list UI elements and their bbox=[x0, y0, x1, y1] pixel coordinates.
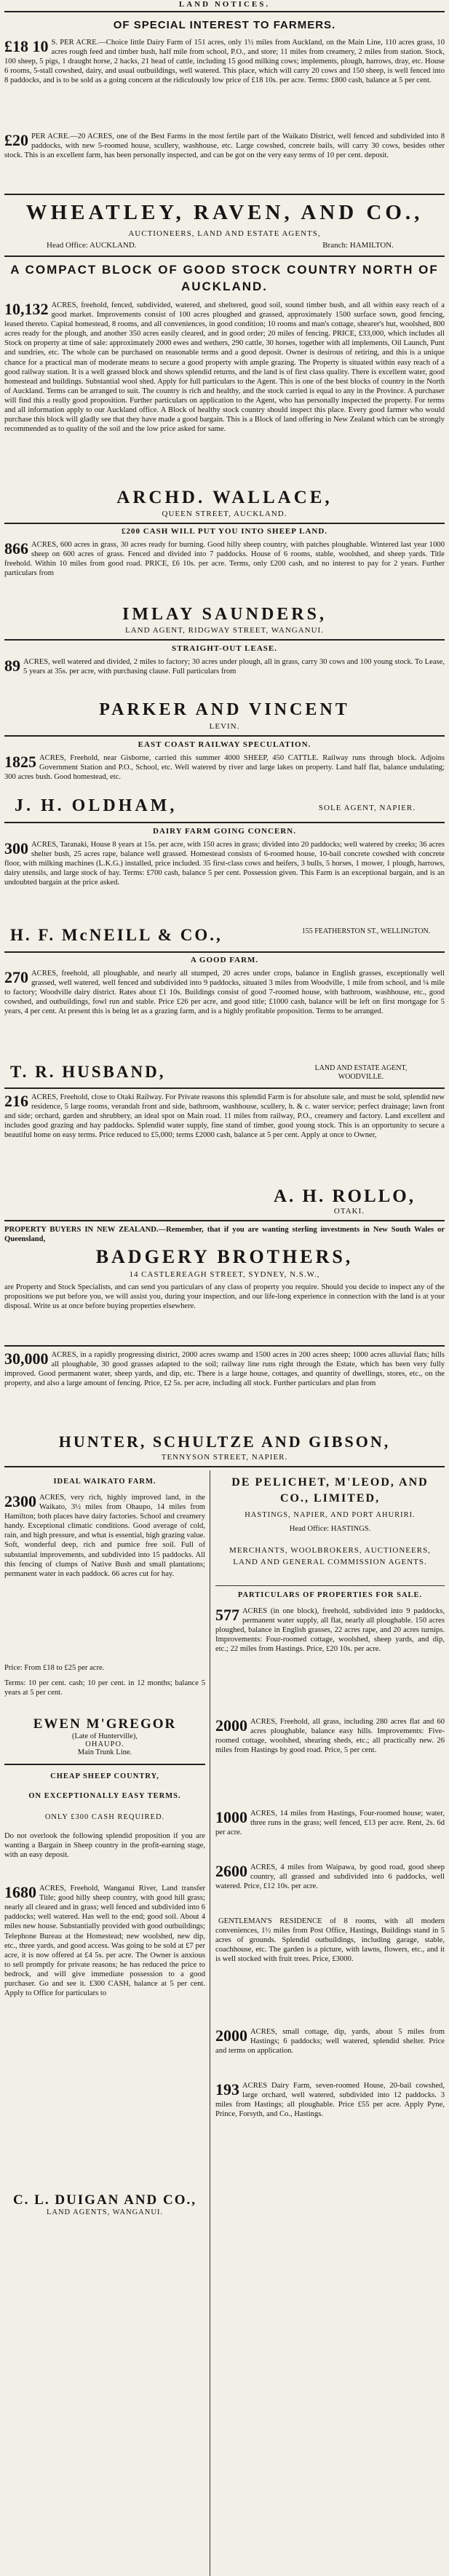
ad10-lead: PROPERTY BUYERS IN NEW ZEALAND.—Remember, that if you are wanting sterling investments in New South Wales or Queensland, bbox=[4, 1226, 445, 1244]
ad13-sub2: ONLY £300 CASH REQUIRED. bbox=[44, 1813, 165, 1822]
ad7-body: 300 ACRES, Taranaki, House 8 years at 15s. per acre, with 150 acres in grass; divided into 20 paddocks; well watered by creeks; 36 acres shelter bush, 25 acres rape, balance well grassed. Homestead consists of 6-roomed house, 10-bail concrete cowshed with concrete floor, with milking machines (L.K.G.) installed, price included. 35 first-class cows and heifers, 3 bulls, 5 horses, 1 mower, 1 plough, harrows, dairy utensils, and large stock of hay. Terms: £700 cash, balance 5 per cent. Possession given. This Farm is an exceptional bargain, and is an undoubted bargain at the price asked. bbox=[4, 840, 445, 887]
ad12-agent-sub: (Late of Hunterville), bbox=[71, 1732, 138, 1741]
ad13-lead: 1680 bbox=[4, 1884, 36, 1902]
ad6-agent: J. H. OLDHAM, bbox=[15, 796, 178, 815]
right-item-6-lead: 2000 bbox=[215, 2027, 247, 2045]
ad8-lead: 270 bbox=[4, 969, 28, 986]
ad4-agent: IMLAY SAUNDERS, bbox=[122, 605, 327, 624]
right-column bbox=[215, 1475, 445, 2576]
ad8-agent: T. R. HUSBAND, bbox=[10, 1063, 166, 1081]
ad7-address: 155 FEATHERSTON ST., WELLINGTON. bbox=[301, 927, 431, 935]
ad2-sub: AUCTIONEERS, LAND AND ESTATE AGENTS, bbox=[128, 229, 321, 238]
ad10-address: 14 CASTLEREAGH STREET, SYDNEY, N.S.W., bbox=[129, 1270, 320, 1279]
ad3-address: QUEEN STREET, AUCKLAND. bbox=[162, 510, 287, 518]
ad13-agent: C. L. DUIGAN AND CO., bbox=[12, 2192, 197, 2208]
ad13-sub: ON EXCEPTIONALLY EASY TERMS. bbox=[28, 1792, 181, 1801]
right-item-7: 193 ACRES Dairy Farm, seven-roomed House, 20-bail cowshed, large orchard, well watered, subdivided into 12 paddocks. 3 miles from Hastings; all ploughable. Price £55 per acre. Apply Pyne, Prince, Forsyth, and Co., Hastings. bbox=[215, 2081, 445, 2119]
ad4-body: 866 ACRES, 600 acres in grass, 30 acres ready for burning. Good hilly sheep country, with patches ploughable. Wintered last year 1000 sheep on 600 acres of grass. Fenced and divided into 7 paddocks. House of 6 rooms, stable, woolshed, and sheep yards. Title freehold. Within 10 miles from good road. PRICE, £6 10s. per acre. Terms, only £200 cash, and no interest to pay for 2 years. Further particulars from bbox=[4, 540, 445, 578]
ad6-address: SOLE AGENT, NAPIER. bbox=[318, 804, 416, 812]
right-merchants: MERCHANTS, WOOLBROKERS, AUCTIONEERS, LAND AND GENERAL COMMISSION AGENTS. bbox=[229, 1546, 431, 1566]
ad5-agent: PARKER AND VINCENT bbox=[99, 700, 350, 719]
ad5-address: LEVIN. bbox=[209, 722, 240, 731]
ad2-offices bbox=[4, 241, 445, 250]
ad12-heading: IDEAL WAIKATO FARM. bbox=[53, 1478, 156, 1486]
ad1-para1: £18 10 S. PER ACRE.—Choice little Dairy Farm of 151 acres, only 1½ miles from Auckland, on the Main Line, 110 acres grass, 10 acres rough feed and timber bush, half mile from school, P.O., and store; 11 miles from creamery, 2 miles from station. Stock, 100 sheep, 5 pigs, 1 draught horse, 2 hacks, 21 head of cattle, including 15 good milking cows; implements, plough, harrows, dray, etc. House 6 rooms, 5-stall cowshed, dairy, and usual outbuildings, well watered. This place, which will carry 20 cows and 150 sheep, is well fenced into 8 paddocks, and is to be sold as a going concern at the ridiculously low price of £18 10s. per acre. Terms: £800 cash, balance at 5 per cent. bbox=[4, 38, 445, 85]
right-item-7-lead: 193 bbox=[215, 2081, 239, 2099]
ad9-body: 216 ACRES, Freehold, close to Otaki Railway. For Private reasons this splendid Farm is for absolute sale, and must be sold, splendid new residence, 5 large rooms, verandah front and side, bathroom, washhouse, scullery, h. & c. water service; perfect drainage; lawn front and side; orchard, garden and shrubbery, an ideal spot on Main road. 11 miles from railway, P.O., creamery and factory. Land excellent and includes good grazing and hay paddocks. Splendid water supply, fine stand of timber, good young stock. This is an opportunity to secure a beautiful home on easy terms. Price reduced to £5,000; terms £2000 cash, balance at 5 per cent. Apply at once to Owner, bbox=[4, 1093, 445, 1140]
right-item-3-lead: 1000 bbox=[215, 1809, 247, 1826]
ad11-lead: 30,000 bbox=[4, 1350, 49, 1368]
ad4-lead: 866 bbox=[4, 540, 28, 558]
ad1-heading: OF SPECIAL INTEREST TO FARMERS. bbox=[113, 19, 336, 31]
right-item-5: GENTLEMAN'S RESIDENCE of 8 rooms, with all modern conveniences, 1½ miles from Post Office, Hastings, Buildings stand in 5 acres of grounds. Splendid outbuildings, including garage, stable, coachhouse, etc. The garden is a picture, with lawns, flowers, etc., and it is well stocked with fruit trees. Price, £3000. bbox=[215, 1917, 445, 1964]
ad12-price: Price: From £18 to £25 per acre. bbox=[4, 1664, 105, 1672]
right-office: Head Office: HASTINGS. bbox=[289, 1525, 371, 1533]
ad7-heading: DAIRY FARM GOING CONCERN. bbox=[153, 827, 296, 836]
ad5-heading: STRAIGHT-OUT LEASE. bbox=[172, 644, 277, 653]
ad7-agent-row bbox=[4, 926, 445, 948]
right-item-3: 1000 ACRES, 14 miles from Hastings, Four-roomed house; water, three runs in the grass; well fenced, £13 per acre. Rent, 2s. 6d per acre. bbox=[215, 1809, 445, 1837]
ad11-agent: HUNTER, SCHULTZE AND GIBSON, bbox=[58, 1432, 391, 1451]
right-firm: DE PELICHET, M'LEOD, AND CO., LIMITED, bbox=[231, 1476, 429, 1505]
ad2-firm: WHEATLEY, RAVEN, AND CO., bbox=[25, 201, 424, 224]
ad12-agent: EWEN M'GREGOR bbox=[33, 1716, 177, 1732]
ad7-agent: H. F. McNEILL & CO., bbox=[10, 926, 223, 944]
ad12-terms: Terms: 10 per cent. cash; 10 per cent. in 12 months; balance 5 years at 5 per cent. bbox=[4, 1679, 205, 1697]
ad7-lead: 300 bbox=[4, 840, 28, 857]
ad8-heading: A GOOD FARM. bbox=[190, 956, 259, 964]
ad9-agent-row bbox=[4, 1186, 445, 1216]
ad6-body: 1825 ACRES, Freehold, near Gisborne, carried this summer 4000 SHEEP, 450 CATTLE. Railway runs through block. Adjoins Government Station and P.O., School, etc. Well watered by river and large lakes on property. Land half flat, balance undulating; 300 acres bush. Good homestead, etc. bbox=[4, 753, 445, 782]
ad12-town: OHAUPO. bbox=[85, 1740, 124, 1749]
right-item-1: 577 ACRES (in one block), freehold, subdivided into 9 paddocks, permanent water supply, all flat, nearly all ploughable. 150 acres ploughed, balance in English grasses, 22 acres rape, and 20 acres turnips. Improvements: Four-roomed cottage, woolshed, sheep yards, and dip, etc.; 22 miles from Hastings. Price, £20 10s. per acre. bbox=[215, 1606, 445, 1654]
ad3-lead: 10,132 bbox=[4, 301, 49, 318]
ad2-branch: Branch: HAMILTON. bbox=[322, 241, 394, 250]
ad13-heading: CHEAP SHEEP COUNTRY, bbox=[50, 1772, 159, 1781]
ad9-agent: A. H. ROLLO, bbox=[273, 1186, 416, 1206]
ad6-agent-row bbox=[4, 796, 445, 818]
ad8-body: 270 ACRES, freehold, all ploughable, and nearly all stumped, 20 acres under crops, balance in English grasses, exceptionally well grassed, well watered, well fenced and subdivided into 9 paddocks, situated 3 miles from Woodville, 1 mile from school, and ¼ mile to factory; Woodville dairy district. Rates about £1 10s. Buildings consist of good 7-roomed house, with bathroom, washhouse, etc., good cowshed, and outbuildings, fowl run and stable. Price £26 per acre, and good title; £1000 cash, balance will be left on first mortgage for 5 years, 4 per cent. At present this is being let as a grazing farm, and is a highly profitable proposition. Terms to be arranged. bbox=[4, 969, 445, 1016]
right-item-6: 2000 ACRES, small cottage, dip, yards, about 5 miles from Hastings; 6 paddocks; well watered, splendid shelter. Price and terms on application. bbox=[215, 2027, 445, 2056]
ad1-lead2: £20 bbox=[4, 132, 28, 149]
ad3-agent: ARCHD. WALLACE, bbox=[116, 488, 333, 507]
ad12-body: 2300 ACRES, very rich, highly improved land, in the Waikato, 3½ miles from Ohaupo, 14 miles from Hamilton; both places have dairy factories. School and creamery handy. Exceptional climatic conditions. Good average of cold, rain, and high pressure, and what is essential, high grazing value. Soft, wonderful deep, rich and pumice free soil. Full of substantial improvements, and subdivided into 15 paddocks. All this fencing of clumps of Native Bush and small plantations; permanent water in each paddock. 66 acres cut for hay. bbox=[4, 1493, 205, 1578]
ad9-address: OTAKI. bbox=[333, 1207, 365, 1216]
ad13-intro: Do not overlook the following splendid proposition if you are wanting a Bargain in Sheep country in the profit-earning stage, with an easy deposit. bbox=[4, 1832, 205, 1860]
left-column bbox=[4, 1475, 205, 2576]
right-item-1-lead: 577 bbox=[215, 1606, 239, 1624]
ad11-body: 30,000 ACRES, in a rapidly progressing district, 2000 acres swamp and 1500 acres in 200 acres sheep; 1000 acres alluvial flats; hills all ploughable, 30 good grasses adapted to the soil; railway line runs right through the Estate, which has been very fully improved. Good permanent water, sheep yards, and dip, etc. There is a large house, cottages, and quantity of dwellings, stores, etc., on the property, and also a large amount of fencing. Price, £2 5s. per acre, including all stock. Further particulars and plan from bbox=[4, 1350, 445, 1388]
ad13-body: 1680 ACRES, Freehold, Wanganui River, Land transfer Title; good hilly sheep country, with good hill grass; nearly all cleared and in grass; well fenced and subdivided into 6 paddocks; well watered. Has well to the end; good soil. About 4 miles new house. Substantially provided with good outbuildings; Telephone Bureau at the Homestead; new woolshed, new dip, etc., three yards, and good access. Was going to be sold at £7 per acre, it is now offered at £4 5s. per acre. The Owner is anxious to sell promptly for private reasons; he has reduced the price to bedrock, and will give immediate possession to a good purchaser. Go and see it. £300 CASH, balance at 5 per cent. Apply to Office for particulars to bbox=[4, 1884, 205, 1998]
ad5-body: 89 ACRES, well watered and divided, 2 miles to factory; 30 acres under plough, all in grass, carry 30 cows and 100 young stock. To Lease, 5 years at 35s. per acre, with purchasing clause. Full particulars from bbox=[4, 657, 445, 676]
ad8-agent-row bbox=[4, 1063, 445, 1085]
ad13-address: LAND AGENTS, WANGANUI. bbox=[46, 2208, 164, 2217]
ad4-address: LAND AGENT, RIDGWAY STREET, WANGANUI. bbox=[125, 626, 324, 635]
ad1-lead: £18 10 bbox=[4, 38, 49, 55]
right-item-2-lead: 2000 bbox=[215, 1717, 247, 1735]
ad10-firm: BADGERY BROTHERS, bbox=[95, 1246, 354, 1267]
ad10-body: are Property and Stock Specialists, and can send you particulars of any class of property you require. Should you decide to inspect any of the propositions we put before you, we will assist you, during your inspection, and our life-long experience in connection with the land is at your disposal. Write us at once before buying properties elsewhere. bbox=[4, 1283, 445, 1311]
right-item-2: 2000 ACRES, Freehold, all grass, including 280 acres flat and 60 acres ploughable, balance easy hills. Improvements: Five-roomed cottage, woolshed, shearing sheds, etc.; all practically new. 26 miles from Hastings by good road. Price, 5 per cent. bbox=[215, 1717, 445, 1755]
ad3-body: 10,132 ACRES, freehold, fenced, subdivided, watered, and sheltered, good soil, sound timber bush, and all within easy reach of a good market. Improvements consist of 100 acres ploughed and grassed, approximately 1500 surface sown, good fencing, leased thereto. Capital homestead, 8 rooms, and all conveniences, in good condition; 10 rooms and man's cottage, shearer's hut, woolshed, 800 acres ready for the plough, and another 350 acres easily cleared, and in good order; 20 miles of fencing. PRICE, £33,000, which includes all Stock on property at time of sale: approximately 2000 ewes and wethers, 290 cattle, 30 horses, together with all implements, Oil Launch, Punt and sundries, etc. The whole can be purchased on reasonable terms and a good deposit. Owner is desirous of retiring, and this is a unique chance for a practical man of moderate means to secure a good property with ample grazing. The Property is situated within easy reach of a good railway station. It is a well grassed block and shows splendid returns, and the land is of first class quality. There is excellent water, good homestead and buildings. Substantial wool shed. Apply for full particulars to the Agent. This is one of the best blocks of country in the North of Auckland. Terms can be arranged to suit. The country is rich and healthy, and the stock carried is equal to any in the Province. A purchaser will find this a really good proposition. Further particulars on application to the Agent, who has personally inspected the property. For terms and all information apply to our Auckland office. A Block of healthy stock country should inspect this place. Every good farmer who would purchase this block will gladly see that they have made a good bargain. This is a Block of land offering in New Zealand which can be strongly recommended as to quality of the soil and the low price asked for same. bbox=[4, 301, 445, 434]
ad12-lead: 2300 bbox=[4, 1493, 36, 1510]
right-towns: HASTINGS, NAPIER, AND PORT AHURIRI. bbox=[245, 1511, 416, 1519]
ad2-office: Head Office: AUCKLAND. bbox=[47, 241, 137, 250]
right-list-head: PARTICULARS OF PROPERTIES FOR SALE. bbox=[237, 1591, 423, 1599]
ad4-heading: £200 CASH WILL PUT YOU INTO SHEEP LAND. bbox=[121, 527, 328, 536]
ad6-heading: EAST COAST RAILWAY SPECULATION. bbox=[138, 740, 311, 749]
ad6-lead: 1825 bbox=[4, 753, 36, 771]
section-header: LAND NOTICES. bbox=[178, 0, 271, 9]
ad8-address: LAND AND ESTATE AGENT, WOODVILLE. bbox=[314, 1064, 408, 1081]
ad1-para2: £20 PER ACRE.—20 ACRES, one of the Best Farms in the most fertile part of the Waikato District, well fenced and subdivided into 8 paddocks, with new 5-roomed house, scullery, washhouse, etc. Large cowshed, concrete bails, will carry 30 cows, besides other stock. This is an excellent farm, has been personally inspected, and can be got on the very easy terms of 10 per cent. deposit. bbox=[4, 132, 445, 160]
ad5-lead: 89 bbox=[4, 657, 20, 675]
ad12-road: Main Trunk Line. bbox=[77, 1748, 132, 1757]
right-item-4: 2600 ACRES, 4 miles from Waipawa, by good road, good sheep country, all grassed and subdivided into 6 paddocks, well watered. Price, £12 10s. per acre. bbox=[215, 1863, 445, 1891]
right-item-4-lead: 2600 bbox=[215, 1863, 247, 1880]
ad9-lead: 216 bbox=[4, 1093, 28, 1110]
ad11-address: TENNYSON STREET, NAPIER. bbox=[161, 1453, 288, 1462]
ad3-heading: A COMPACT BLOCK OF GOOD STOCK COUNTRY NORTH OF AUCKLAND. bbox=[10, 263, 439, 293]
